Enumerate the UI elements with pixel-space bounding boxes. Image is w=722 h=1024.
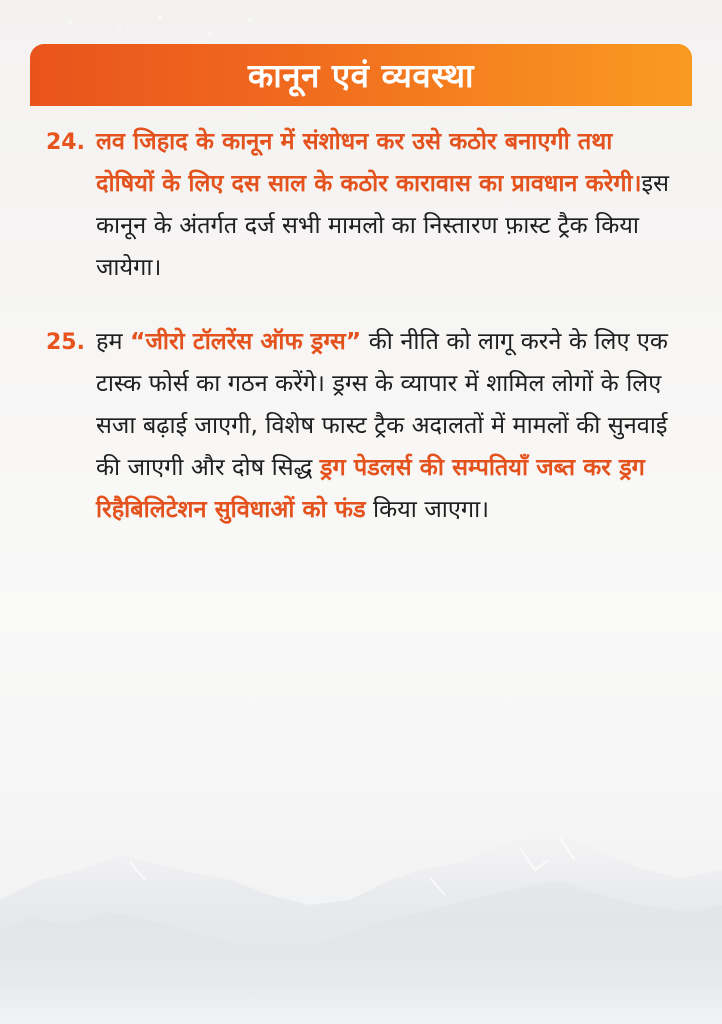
body-text: हम — [96, 327, 131, 355]
item-text — [96, 320, 676, 530]
list-item — [46, 120, 676, 288]
item-number: 25. — [46, 330, 85, 355]
highlighted-text: लव जिहाद के कानून में संशोधन कर उसे कठोर बनाएगी तथा दोषियों के लिए दस साल के कठोर कारावास का प्रावधान करेगी। — [96, 127, 642, 197]
item-text — [96, 120, 676, 288]
list-item — [46, 320, 676, 530]
content-list — [46, 120, 676, 530]
body-text: किया जाएगा। — [365, 495, 490, 523]
section-title: कानून एवं व्यवस्था — [247, 55, 475, 95]
item-number: 24. — [46, 130, 85, 155]
highlighted-text: ड्रग पेडलर्स की सम्पतियाँ जब्त कर ड्रग रिहैबिलिटेशन सुविधाओं को फंड — [96, 453, 645, 523]
body-text: इस कानून के अंतर्गत दर्ज सभी मामलो का निस्तारण फ़ास्ट ट्रैक किया जायेगा। — [96, 169, 669, 281]
body-text: की नीति को लागू करने के लिए एक टास्क फोर्स का गठन करेंगे। ड्रग्स के व्यापार में शामिल लोगों के लिए सजा बढ़ाई जाएगी, विशेष फास्ट ट्रैक अदालतों में मामलों की सुनवाई की जाएगी और दोष सिद्ध — [96, 327, 668, 481]
section-header — [30, 44, 692, 106]
highlighted-text: “जीरो टॉलरेंस ऑफ ड्रग्स” — [130, 327, 362, 355]
